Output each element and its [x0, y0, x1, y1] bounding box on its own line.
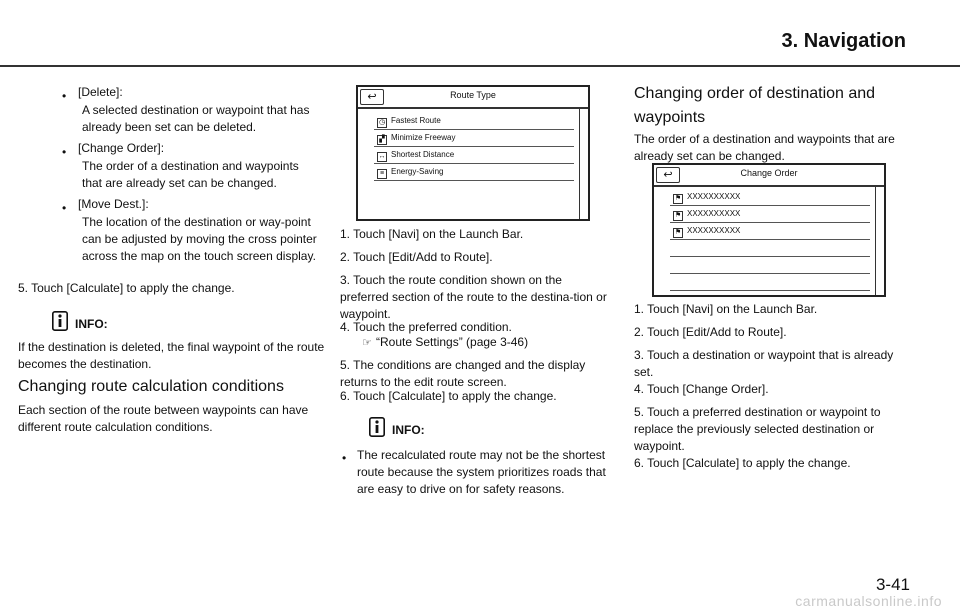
info-title: INFO:: [392, 423, 425, 437]
section-title-route-conditions: Changing route calculation conditions: [18, 378, 284, 395]
bullet-dot: •: [342, 451, 347, 465]
waypoint-flag-icon: ⚑: [674, 229, 682, 236]
info-bullet-text: The recalculated route may not be the shortest route because the system prioritizes roads that are easy to drive on for safety reasons.: [357, 448, 606, 496]
back-icon[interactable]: ↩: [360, 89, 384, 105]
bullet-desc-change-order: The order of a destination and waypoints that are already set can be changed.: [82, 159, 299, 190]
screen-title-bar: [654, 165, 884, 187]
order-row-empty: [670, 274, 870, 291]
waypoint-flag-icon: ⚑: [674, 212, 682, 219]
screen-title: Route Type: [450, 90, 496, 100]
bullet-dot: •: [62, 201, 67, 215]
info-icon: [52, 311, 68, 331]
screen-title: Change Order: [740, 168, 798, 178]
bullet-label-delete: [Delete]:: [78, 85, 123, 99]
screen-title-bar: [358, 87, 588, 109]
col2-step-5: 5. The conditions are changed and the display returns to the edit route screen.: [340, 358, 586, 389]
bullet-dot: •: [62, 89, 67, 103]
info-text: If the destination is deleted, the final waypoint of the route becomes the destination.: [18, 340, 325, 371]
col3-step-5: 5. Touch a preferred destination or waypoint to replace the previously selected destination or waypoint.: [634, 405, 881, 453]
order-row-empty: [670, 257, 870, 274]
chapter-title: 3. Navigation: [781, 30, 906, 52]
col3-step-1: 1. Touch [Navi] on the Launch Bar.: [634, 302, 818, 316]
info-title: INFO:: [75, 317, 108, 331]
reference-icon: ☞: [362, 337, 372, 349]
bullet-desc-delete: A selected destination or waypoint that has already been set can be deleted.: [82, 103, 310, 134]
bullet-desc-move-dest: The location of the destination or way-point can be adjusted by moving the cross pointer across the map on the touch screen display.: [82, 215, 317, 263]
destination-flag-icon: ⚑: [674, 195, 682, 202]
order-row-waypoint[interactable]: ⚑ XXXXXXXXXX: [670, 223, 870, 240]
route-option-minimize-freeway[interactable]: ▞ Minimize Freeway: [374, 130, 574, 147]
route-option-energy-saving[interactable]: ≡ Energy-Saving: [374, 164, 574, 181]
page-reference: ☞ “Route Settings” (page 3-46): [362, 334, 608, 352]
distance-icon: ↔: [378, 153, 386, 160]
scrollbar[interactable]: [875, 185, 884, 295]
order-row-empty: [670, 240, 870, 257]
col2-step-2: 2. Touch [Edit/Add to Route].: [340, 250, 493, 264]
order-row-destination[interactable]: ⚑ XXXXXXXXXX: [670, 189, 870, 206]
col2-step-1: 1. Touch [Navi] on the Launch Bar.: [340, 227, 524, 241]
route-option-fastest[interactable]: ◷ Fastest Route: [374, 113, 574, 130]
change-order-screen: [652, 163, 886, 297]
step-5-text: 5. Touch [Calculate] to apply the change.: [18, 281, 235, 295]
section-text-change-order: The order of a destination and waypoints that are already set can be changed.: [634, 132, 895, 163]
clock-icon: ◷: [378, 119, 386, 126]
col3-step-4: 4. Touch [Change Order].: [634, 382, 769, 396]
section-text-route-conditions: Each section of the route between waypoints can have different route calculation conditions.: [18, 403, 309, 434]
col2-step-4: 4. Touch the preferred condition.: [340, 320, 512, 334]
bullet-label-move-dest: [Move Dest.]:: [78, 197, 149, 211]
route-option-shortest[interactable]: ↔ Shortest Distance: [374, 147, 574, 164]
freeway-icon: ▞: [377, 135, 387, 145]
bullet-dot: •: [62, 145, 67, 159]
col3-step-6: 6. Touch [Calculate] to apply the change.: [634, 456, 851, 470]
section-title-change-order: Changing order of destination and waypoints: [634, 85, 876, 126]
col2-step-3: 3. Touch the route condition shown on the preferred section of the route to the destina-tion or waypoint.: [340, 273, 607, 321]
col2-step-6: 6. Touch [Calculate] to apply the change.: [340, 389, 557, 403]
bullet-label-change-order: [Change Order]:: [78, 141, 165, 155]
page-number: 3-41: [875, 575, 910, 594]
scrollbar[interactable]: [579, 107, 588, 219]
info-icon: [369, 417, 385, 437]
col3-step-2: 2. Touch [Edit/Add to Route].: [634, 325, 787, 339]
route-type-screen: [356, 85, 590, 221]
back-icon[interactable]: ↩: [656, 167, 680, 183]
order-row-waypoint[interactable]: ⚑ XXXXXXXXXX: [670, 206, 870, 223]
header-rule: [0, 65, 960, 67]
col3-step-3: 3. Touch a destination or waypoint that is already set.: [634, 348, 894, 379]
watermark: carmanualsonline.info: [795, 593, 942, 609]
energy-icon: ≡: [377, 169, 387, 179]
